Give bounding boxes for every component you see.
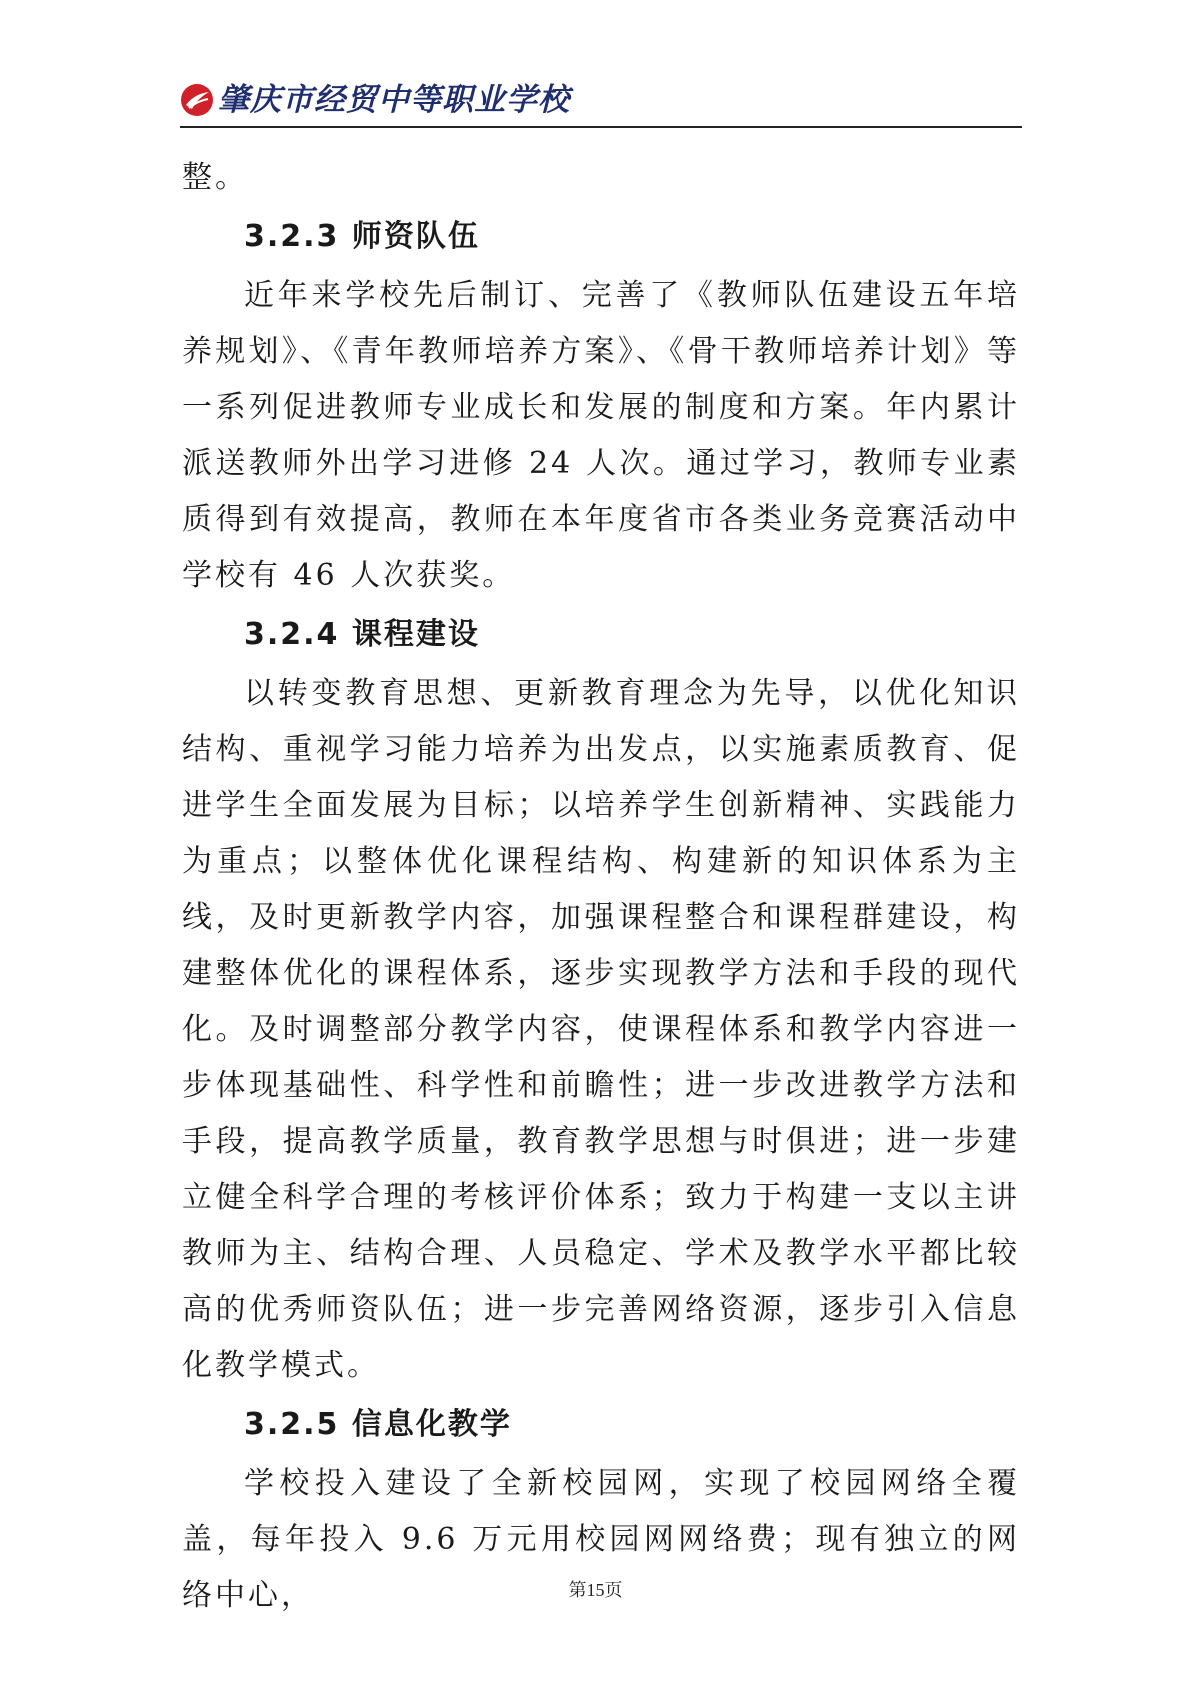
section-body-3-2-5: 学校投入建设了全新校园网，实现了校园网络全覆盖，每年投入 9.6 万元用校园网网络费；现有独立的网络中心，: [182, 1466, 1020, 1613]
section-body-3-2-4: 以转变教育思想、更新教育理念为先导，以优化知识结构、重视学习能力培养为出发点，以实施素质教育、促进学生全面发展为目标；以培养学生创新精神、实践能力为重点；以整体优化课程结构、构建新的知识体系为主线，及时更新教学内容，加强课程整合和课程群建设，构建整体优化的课程体系，逐步实现教学方法和手段的现代化。及时调整部分教学内容，使课程体系和教学内容进一步体现基础性、科学性和前瞻性；进一步改进教学方法和手段，提高教学质量，教育教学思想与时俱进；进一步建立健全科学合理的考核评价体系；致力于构建一支以主讲教师为主、结构合理、人员稳定、学术及教学水平都比较高的优秀师资队伍；进一步完善网络资源，逐步引入信息化教学模式。: [182, 676, 1020, 1383]
page-number: 第15页: [568, 1580, 623, 1600]
page-header: [180, 78, 1022, 122]
continuation-text: 整。: [182, 160, 248, 195]
school-logo-icon: [180, 83, 214, 117]
document-body: [182, 150, 1020, 1624]
section-heading-3-2-3: 3.2.3 师资队伍: [244, 219, 480, 254]
school-name: 肇庆市经贸中等职业学校: [218, 82, 570, 118]
section-heading-3-2-4: 3.2.4 课程建设: [244, 617, 480, 652]
header-divider: [180, 126, 1022, 128]
section-heading-3-2-5: 3.2.5 信息化教学: [244, 1407, 512, 1442]
section-body-3-2-3: 近年来学校先后制订、完善了《教师队伍建设五年培养规划》、《青年教师培养方案》、《骨干教师培养计划》等一系列促进教师专业成长和发展的制度和方案。年内累计派送教师外出学习进修 24 人次。通过学习，教师专业素质得到有效提高，教师在本年度省市各类业务竞赛活动中学校有 46 人次获奖。: [182, 278, 1020, 593]
